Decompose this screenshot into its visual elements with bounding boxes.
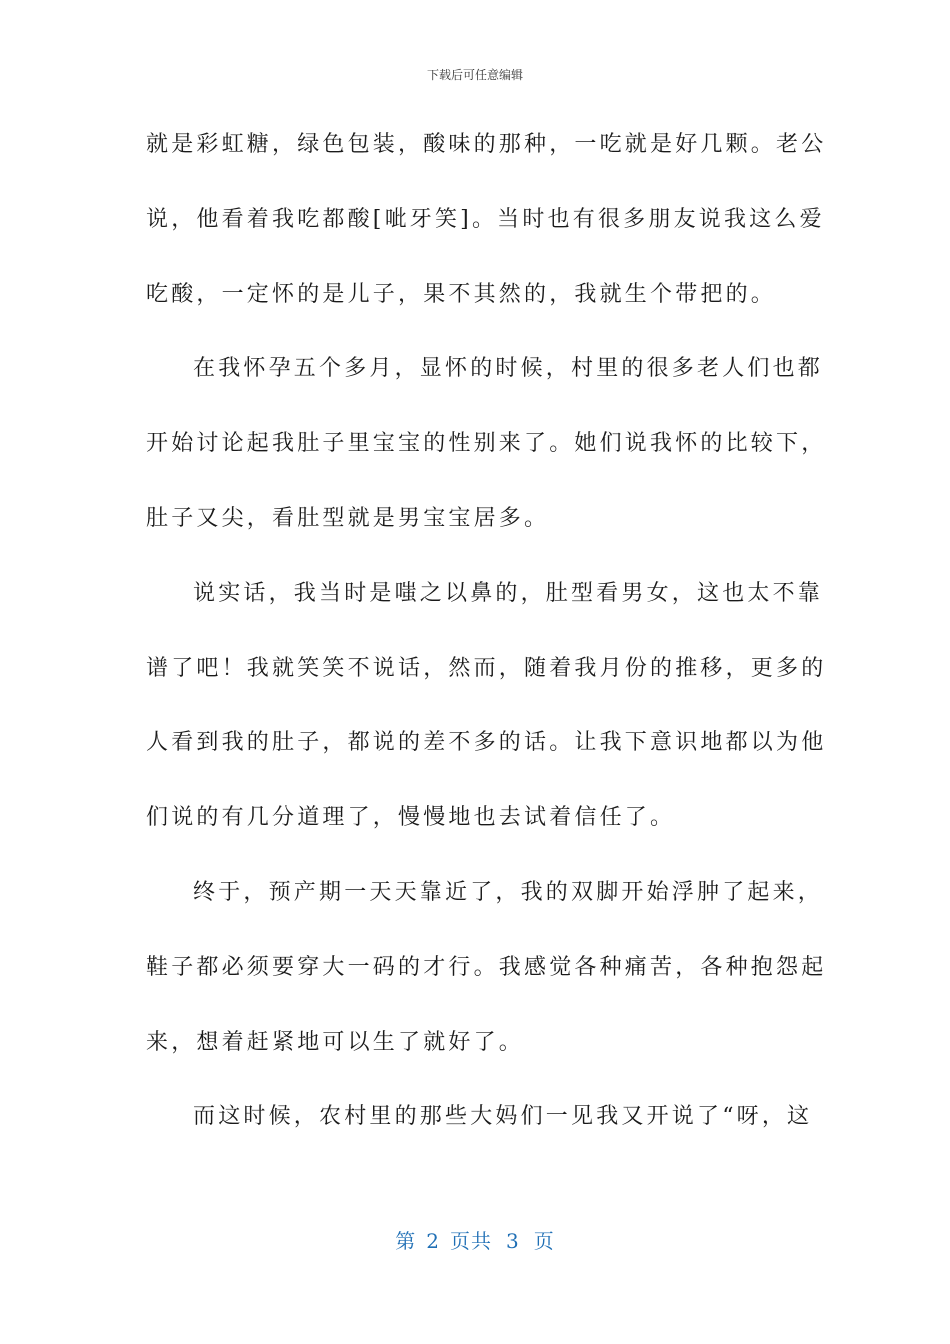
text-line: 人看到我的肚子，都说的差不多的话。让我下意识地都以为他: [146, 730, 827, 756]
document-body: [146, 121, 827, 1168]
text-line: 就是彩虹糖，绿色包装，酸味的那种，一吃就是好几颗。老公: [146, 132, 827, 157]
page-header: 下载后可任意编辑: [426, 68, 523, 82]
footer-total-pages: 3: [506, 1229, 520, 1253]
text-line: 鞋子都必须要穿大一码的才行。我感觉各种痛苦，各种抱怨起: [146, 954, 827, 980]
footer-prefix: 第: [395, 1229, 417, 1253]
footer-suffix: 页: [533, 1229, 555, 1253]
text-line: 吃酸，一定怀的是儿子，果不其然的，我就生个带把的。: [146, 281, 777, 307]
page-footer: [0, 1225, 950, 1254]
text-line: 肚子又尖，看肚型就是男宝宝居多。: [146, 505, 550, 531]
text-line: 开始讨论起我肚子里宝宝的性别来了。她们说我怀的比较下，: [146, 431, 827, 457]
footer-page-number: 2: [426, 1229, 440, 1253]
text-line: 谱了吧！我就笑笑不说话，然而，随着我月份的推移，更多的: [146, 655, 827, 681]
paragraph-start-line: 而这时候，农村里的那些大妈们一见我又开说了“呀，这: [193, 1104, 813, 1130]
text-line: 们说的有几分道理了，慢慢地也去试着信任了。: [146, 805, 676, 831]
text-line: 说，他看着我吃都酸[呲牙笑]。当时也有很多朋友说我这么爱: [146, 206, 825, 232]
paragraph-start-line: 终于，预产期一天天靠近了，我的双脚开始浮肿了起来，: [193, 879, 824, 905]
paragraph-start-line: 在我怀孕五个多月，显怀的时候，村里的很多老人们也都: [193, 356, 824, 382]
text-line: 来，想着赶紧地可以生了就好了。: [146, 1029, 525, 1055]
paragraph-start-line: 说实话，我当时是嗤之以鼻的，肚型看男女，这也太不靠: [193, 580, 824, 606]
footer-middle: 页共: [450, 1229, 492, 1253]
